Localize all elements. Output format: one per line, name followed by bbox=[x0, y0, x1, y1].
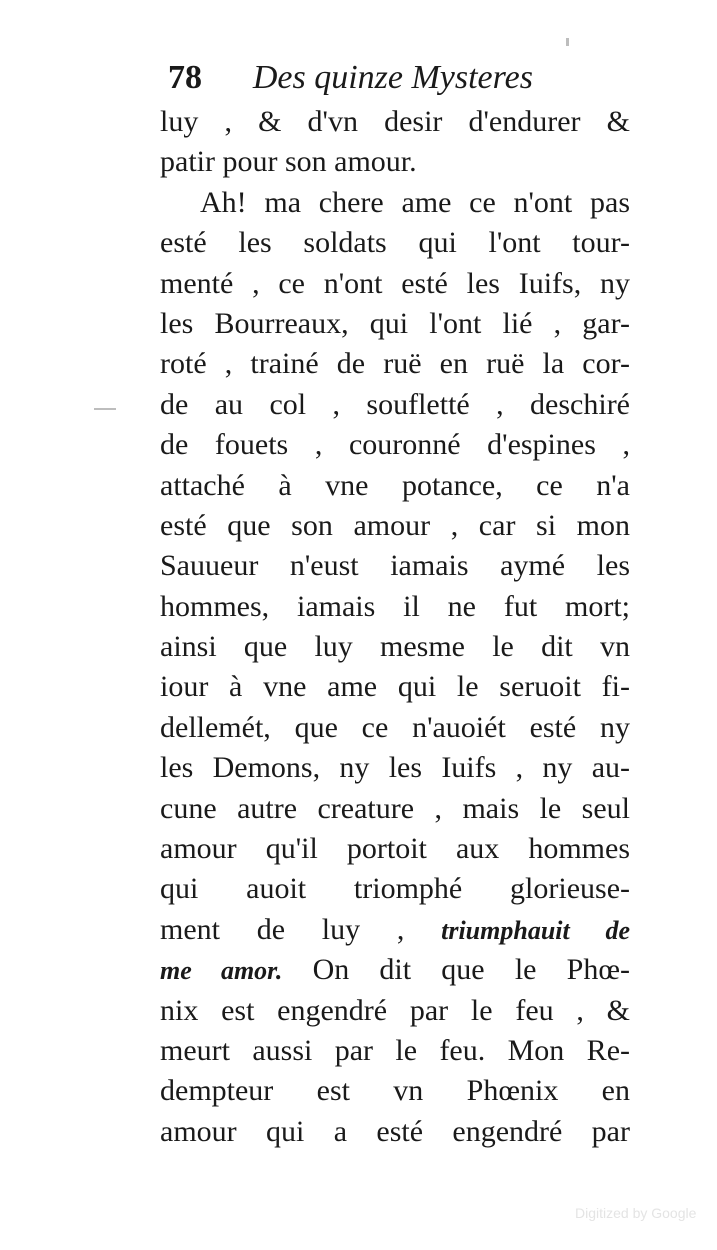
text-line: de fouets , couronné d'espines , bbox=[160, 428, 630, 462]
body-text bbox=[160, 102, 630, 1152]
text-line: de au col , soufletté , deschiré bbox=[160, 387, 630, 421]
text-line: amour qui a esté engendré par bbox=[160, 1114, 630, 1148]
text-line-with-italic bbox=[160, 910, 630, 950]
text-line: amour qu'il portoit aux hommes bbox=[160, 832, 630, 866]
text-line: Ah! ma chere ame ce n'ont pas bbox=[200, 185, 630, 219]
latin-quote: triumphauit de bbox=[441, 915, 630, 945]
latin-quote: me amor. bbox=[160, 956, 283, 986]
text-line: qui auoit triomphé glorieuse- bbox=[160, 872, 630, 906]
text-line: dempteur est vn Phœnix en bbox=[160, 1074, 630, 1108]
text-line: esté les soldats qui l'ont tour- bbox=[160, 226, 630, 260]
text-line-with-italic bbox=[160, 950, 630, 990]
text-line: ainsi que luy mesme le dit vn bbox=[160, 630, 630, 664]
text-line: Sauueur n'eust iamais aymé les bbox=[160, 549, 630, 583]
text-line: cune autre creature , mais le seul bbox=[160, 791, 630, 825]
text-line: roté , trainé de ruë en ruë la cor- bbox=[160, 347, 630, 381]
text-line: iour à vne ame qui le seruoit fi- bbox=[160, 670, 630, 704]
text-line: les Demons, ny les Iuifs , ny au- bbox=[160, 751, 630, 785]
text-line: hommes, iamais il ne fut mort; bbox=[160, 589, 630, 623]
text-line: luy , & d'vn desir d'endurer & bbox=[160, 105, 630, 138]
text-line: les Bourreaux, qui l'ont lié , gar- bbox=[160, 306, 630, 340]
running-title: Des quinze Mysteres bbox=[252, 59, 533, 96]
text-line: dellemét, que ce n'auoiét esté ny bbox=[160, 710, 630, 744]
text-line: patir pour son amour. bbox=[160, 145, 417, 179]
text-line: menté , ce n'ont esté les Iuifs, ny bbox=[160, 266, 630, 300]
page-header bbox=[168, 52, 628, 102]
page-number: 78 bbox=[168, 59, 202, 96]
margin-mark bbox=[566, 38, 569, 46]
text-line: nix est engendré par le feu , & bbox=[160, 993, 630, 1027]
text-line: esté que son amour , car si mon bbox=[160, 508, 630, 542]
text-fragment: ment de luy , bbox=[160, 912, 405, 946]
text-line: meurt aussi par le feu. Mon Re- bbox=[160, 1033, 630, 1067]
text-line: attaché à vne potance, ce n'a bbox=[160, 468, 630, 502]
text-fragment: On dit que le Phœ- bbox=[282, 953, 630, 987]
margin-mark bbox=[94, 408, 116, 410]
watermark: Digitized by Google bbox=[575, 1205, 697, 1221]
